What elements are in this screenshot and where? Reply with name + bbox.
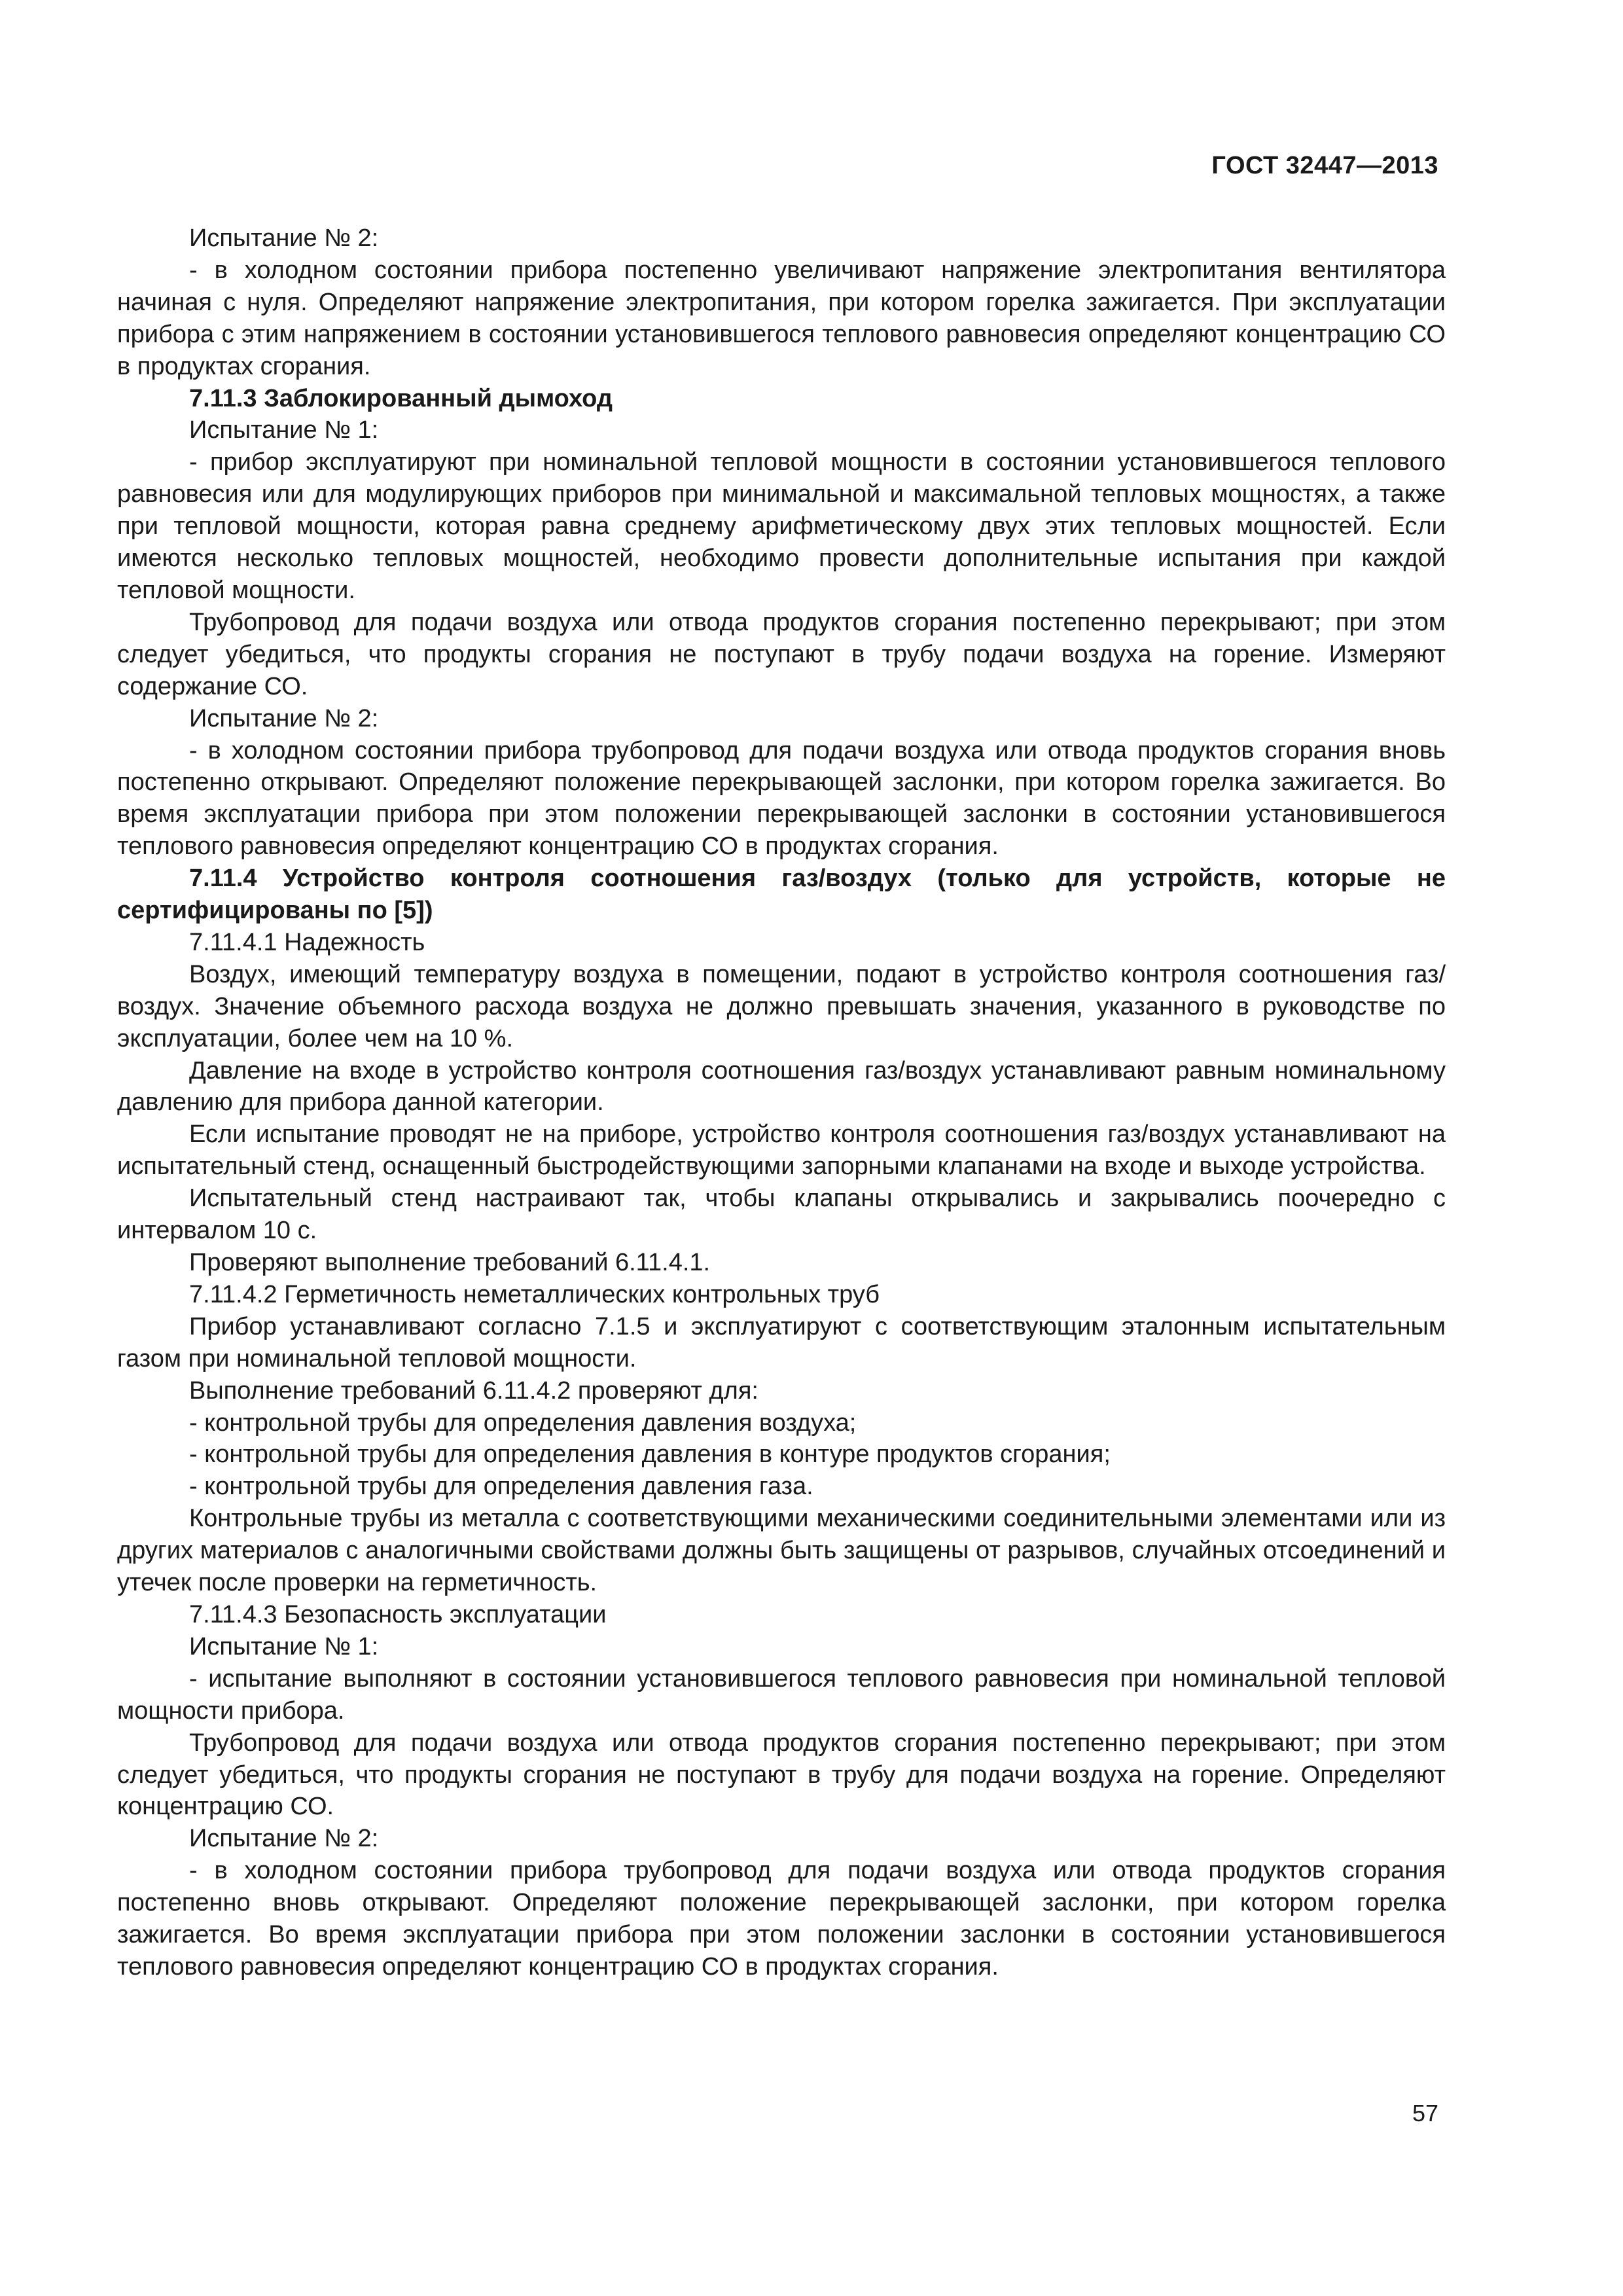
document-body (117, 223, 1446, 1983)
paragraph: Проверяют выполнение требований 6.11.4.1. (189, 1249, 711, 1276)
paragraph: Испытание № 2: (189, 224, 379, 252)
section-heading: 7.11.3 Заблокированный дымоход (189, 384, 613, 412)
paragraph: Испытание № 2: (189, 1825, 379, 1853)
page-number: 57 (1412, 2100, 1438, 2126)
paragraph: - контрольной трубы для определения давления газа. (189, 1473, 813, 1501)
paragraph: 7.11.4.3 Безопасность эксплуатации (189, 1600, 607, 1628)
paragraph: Трубопровод для подачи воздуха или отвода продуктов сгорания постепенно перекрывают; при этом следует убедиться, что продукты сгорания не поступают в трубу для подачи воздуха на горение. Определяют концентрацию СО. (117, 1729, 1446, 1821)
paragraph: Выполнение требований 6.11.4.2 проверяют для: (189, 1376, 758, 1405)
paragraph: Давление на входе в устройство контроля соотношения газ/воздух устанавливают равным номинальному давлению для прибора данной категории. (117, 1056, 1446, 1117)
paragraph: Испытание № 1: (189, 416, 379, 444)
paragraph: Испытание № 2: (189, 704, 379, 732)
section-heading: 7.11.4 Устройство контроля соотношения газ/воздух (только для устройств, которые не сертифицированы по [5]) (117, 865, 1446, 925)
paragraph: - контрольной трубы для определения давления воздуха; (189, 1408, 857, 1437)
paragraph: - контрольной трубы для определения давления в контуре продуктов сгорания; (189, 1441, 1111, 1469)
paragraph: Прибор устанавливают согласно 7.1.5 и эксплуатируют с соответствующим эталонным испытательным газом при номинальной тепловой мощности. (117, 1312, 1446, 1372)
paragraph: - в холодном состоянии прибора трубопровод для подачи воздуха или отвода продуктов сгорания постепенно вновь открывают. Определяют положение перекрывающей заслонки, при котором горелка зажигается. Во время эксплуатации прибора при этом положении заслонки в состоянии установившегося теплового равновесия определяют концентрацию СО в продуктах сгорания. (117, 1857, 1446, 1981)
paragraph: Трубопровод для подачи воздуха или отвода продуктов сгорания постепенно перекрывают; при этом следует убедиться, что продукты сгорания не поступают в трубу подачи воздуха на горение. Измеряют содержание СО. (117, 608, 1446, 700)
paragraph: Если испытание проводят не на приборе, устройство контроля соотношения газ/воздух устанавливают на испытательный стенд, оснащенный быстродействующими запорными клапанами на входе и выходе устройства. (117, 1121, 1446, 1181)
paragraph: Воздух, имеющий температуру воздуха в помещении, подают в устройство контроля соотношения газ/воздух. Значение объемного расхода воздуха не должно превышать значения, указанного в руководстве по эксплуатации, более чем на 10 %. (117, 960, 1446, 1052)
paragraph: 7.11.4.1 Надежность (189, 928, 425, 956)
paragraph: Испытание № 1: (189, 1632, 379, 1660)
paragraph: 7.11.4.2 Герметичность неметаллических контрольных труб (189, 1280, 880, 1308)
paragraph: - прибор эксплуатируют при номинальной тепловой мощности в состоянии установившегося теплового равновесия или для модулирующих приборов при минимальной и максимальной тепловых мощностях, а также при тепловой мощности, которая равна среднему арифметическому двух этих тепловых мощностей. Если имеются несколько тепловых мощностей, необходимо провести дополнительные испытания при каждой тепловой мощности. (117, 448, 1446, 604)
paragraph: Испытательный стенд настраивают так, чтобы клапаны открывались и закрывались поочередно с интервалом 10 с. (117, 1185, 1446, 1245)
paragraph: - в холодном состоянии прибора постепенно увеличивают напряжение электропитания вентилятора начиная с нуля. Определяют напряжение электропитания, при котором горелка зажигается. При эксплуатации прибора с этим напряжением в состоянии установившегося теплового равновесия определяют концентрацию СО в продуктах сгорания. (117, 256, 1446, 380)
document-code: ГОСТ 32447—2013 (1211, 152, 1438, 179)
paragraph: - в холодном состоянии прибора трубопровод для подачи воздуха или отвода продуктов сгорания вновь постепенно открывают. Определяют положение перекрывающей заслонки, при котором горелка зажигается. Во время эксплуатации прибора при этом положении перекрывающей заслонки в состоянии установившегося теплового равновесия определяют концентрацию СО в продуктах сгорания. (117, 736, 1446, 861)
paragraph: Контрольные трубы из металла с соответствующими механическими соединительными элементами или из других материалов с аналогичными свойствами должны быть защищены от разрывов, случайных отсоединений и утечек после проверки на герметичность. (117, 1505, 1446, 1597)
paragraph: - испытание выполняют в состоянии установившегося теплового равновесия при номинальной тепловой мощности прибора. (117, 1664, 1446, 1725)
